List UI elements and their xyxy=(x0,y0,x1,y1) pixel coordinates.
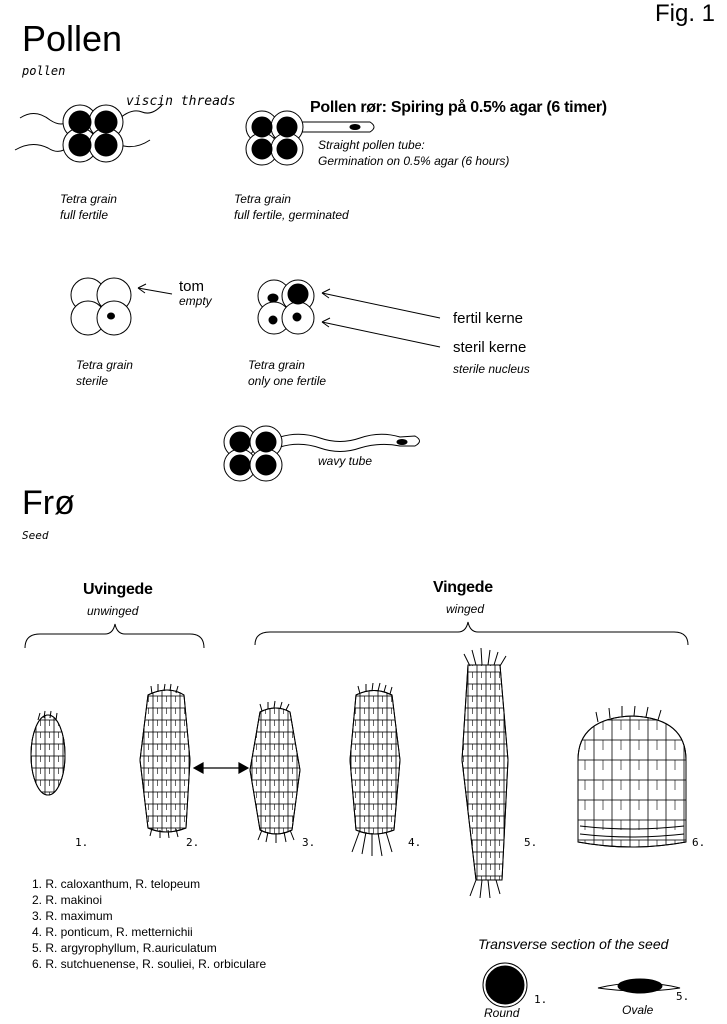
section-ovale xyxy=(598,979,680,993)
pollen-tube-en-2: Germination on 0.5% agar (6 hours) xyxy=(318,154,510,168)
legend-item: 4. R. ponticum, R. metternichii xyxy=(32,925,193,939)
brace-winged xyxy=(255,622,688,645)
figure-label: Fig. 1 xyxy=(655,0,716,27)
winged-title: Vingede xyxy=(433,579,493,596)
pollen-title: Pollen xyxy=(22,18,123,59)
seed-6 xyxy=(576,706,688,854)
seed-5 xyxy=(460,648,510,898)
seed-number-5: 5. xyxy=(524,836,538,849)
seed-title: Frø xyxy=(22,484,75,522)
ovale-number: 5. xyxy=(676,990,690,1003)
legend-item: 1. R. caloxanthum, R. telopeum xyxy=(32,877,201,891)
caption-1b: full fertile xyxy=(60,208,109,222)
section-round xyxy=(483,963,527,1007)
pollen-tube-title: Pollen rør: Spiring på 0.5% agar (6 timer) xyxy=(310,99,607,116)
seed-number-2: 2. xyxy=(186,836,200,849)
caption-4a: Tetra grain xyxy=(248,358,305,372)
seed-subtitle: Seed xyxy=(22,529,49,542)
double-arrow xyxy=(194,763,248,773)
pollen-tube-en-1: Straight pollen tube: xyxy=(318,138,425,152)
transverse-title: Transverse section of the seed xyxy=(478,936,669,952)
caption-2a: Tetra grain xyxy=(234,192,291,206)
steril-label: steril kerne xyxy=(453,339,527,356)
wavy-tube-label: wavy tube xyxy=(318,454,373,468)
seed-3 xyxy=(248,701,304,843)
unwinged-title: Uvingede xyxy=(83,581,153,598)
empty-label: empty xyxy=(179,294,212,308)
seed-4 xyxy=(346,683,404,856)
round-label: Round xyxy=(484,1006,520,1020)
legend-item: 5. R. argyrophyllum, R.auriculatum xyxy=(32,941,217,955)
seed-2 xyxy=(138,684,192,838)
caption-3b: sterile xyxy=(76,374,109,388)
unwinged-sub: unwinged xyxy=(87,604,139,618)
tetrad-one-fertile xyxy=(258,280,440,347)
caption-2b: full fertile, germinated xyxy=(234,208,349,222)
seed-number-6: 6. xyxy=(692,836,706,849)
seed-number-4: 4. xyxy=(408,836,422,849)
winged-sub: winged xyxy=(446,602,485,616)
round-number: 1. xyxy=(534,993,548,1006)
legend-item: 2. R. makinoi xyxy=(32,893,103,907)
sterile-nucleus-label: sterile nucleus xyxy=(453,362,530,376)
tetrad-sterile xyxy=(71,278,172,335)
fertil-label: fertil kerne xyxy=(453,310,524,327)
seed-number-1: 1. xyxy=(75,836,89,849)
viscin-label: viscin threads xyxy=(126,94,236,109)
ovale-label: Ovale xyxy=(622,1003,654,1017)
brace-unwinged xyxy=(25,624,204,648)
caption-3a: Tetra grain xyxy=(76,358,133,372)
legend-item: 3. R. maximum xyxy=(32,909,113,923)
caption-1a: Tetra grain xyxy=(60,192,117,206)
tetrad-full-fertile xyxy=(15,105,162,162)
pollen-subtitle: pollen xyxy=(22,64,66,78)
legend-item: 6. R. sutchuenense, R. souliei, R. orbiculare xyxy=(32,957,267,971)
seed-number-3: 3. xyxy=(302,836,316,849)
tom-label: tom xyxy=(179,278,205,295)
seed-1 xyxy=(28,711,70,798)
caption-4b: only one fertile xyxy=(248,374,327,388)
